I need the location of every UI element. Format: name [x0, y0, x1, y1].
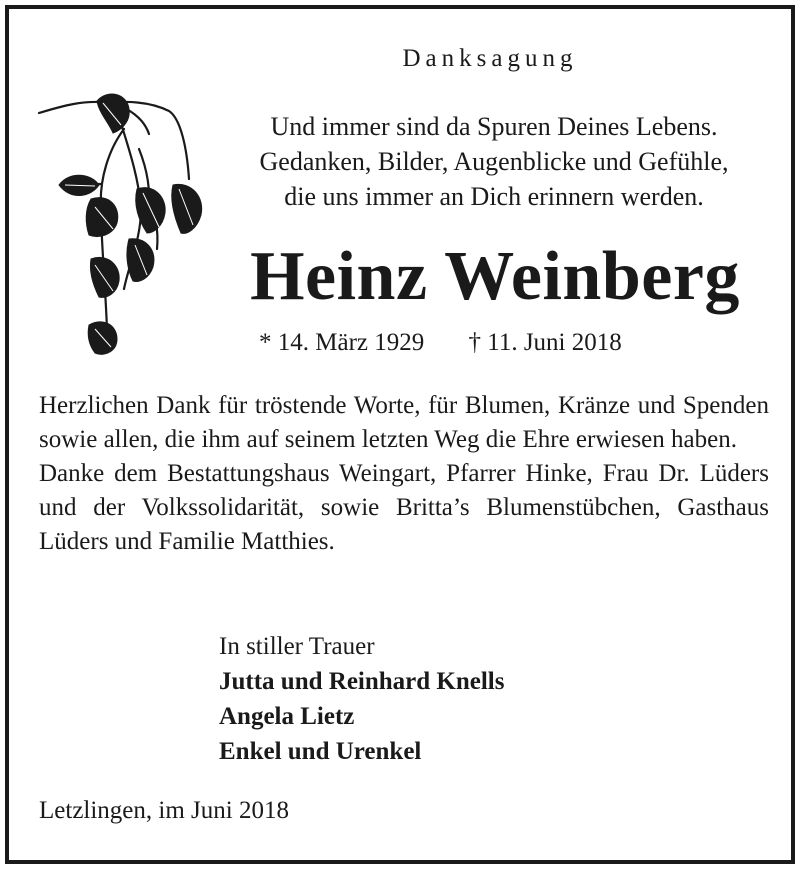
poem — [209, 109, 779, 214]
obituary-notice — [5, 5, 795, 864]
mourner-name: Enkel und Urenkel — [219, 738, 422, 765]
mourners — [219, 629, 505, 769]
poem-line: die uns immer an Dich erinnern werden. — [284, 182, 704, 211]
deceased-name: Heinz Weinberg — [250, 238, 740, 315]
poem-line: Und immer sind da Spuren Deines Lebens. — [270, 112, 718, 141]
birth-date: * 14. März 1929 — [259, 329, 425, 356]
mourner-name: Jutta und Reinhard Knells — [219, 668, 505, 695]
place-date: Letzlingen, im Juni 2018 — [39, 797, 289, 824]
thanks-paragraph: Herzlichen Dank für tröstende Worte, für Blumen, Kränze und Spenden sowie allen, die ihm auf seinem letzten Weg die Ehre erwiesen haben. — [39, 392, 769, 453]
heading: Danksagung — [402, 45, 578, 72]
mourners-intro: In stiller Trauer — [219, 633, 375, 660]
mourner-name: Angela Lietz — [219, 703, 355, 730]
thanks-paragraph: Danke dem Bestattungshaus Weingart, Pfarrer Hinke, Frau Dr. Lüders und der Volkssolidarität, sowie Britta’s Blumenstübchen, Gasthaus Lüders und Familie Matthies. — [39, 460, 769, 555]
life-dates — [259, 329, 739, 357]
thanks-text — [39, 389, 769, 559]
poem-line: Gedanken, Bilder, Augenblicke und Gefühle, — [259, 147, 729, 176]
death-date: † 11. Juni 2018 — [468, 329, 622, 356]
birch-branch-icon — [29, 89, 214, 359]
